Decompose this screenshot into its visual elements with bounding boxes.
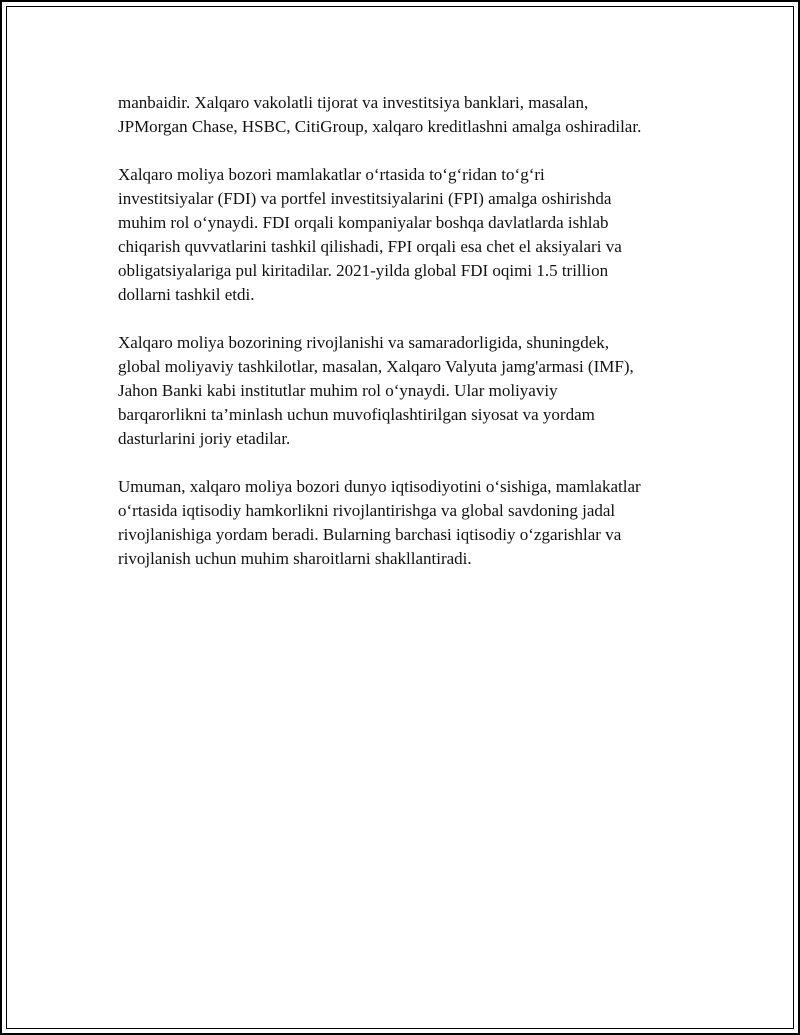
text-line: barqarorlikni ta’minlash uchun muvofiqlashtirilgan siyosat va yordam [118,405,595,424]
paragraph-2 [118,163,698,307]
text-line: o‘rtasida iqtisodiy hamkorlikni rivojlantirishga va global savdoning jadal [118,501,616,520]
text-line: Umuman, xalqaro moliya bozori dunyo iqtisodiyotini o‘sishiga, mamlakatlar [118,477,641,496]
text-line: Jahon Banki kabi institutlar muhim rol o‘ynaydi. Ular moliyaviy [118,381,558,400]
document-body [118,91,698,595]
text-line: muhim rol o‘ynaydi. FDI orqali kompaniyalar boshqa davlatlarda ishlab [118,213,609,232]
text-line: obligatsiyalariga pul kiritadilar. 2021-yilda global FDI oqimi 1.5 trillion [118,261,609,280]
text-line: rivojlanish uchun muhim sharoitlarni shakllantiradi. [118,549,472,568]
text-line: manbaidir. Xalqaro vakolatli tijorat va investitsiya banklari, masalan, [118,93,589,112]
paragraph-4 [118,475,698,571]
text-line: chiqarish quvvatlarini tashkil qilishadi, FPI orqali esa chet el aksiyalari va [118,237,622,256]
text-line: rivojlanishiga yordam beradi. Bularning barchasi iqtisodiy o‘zgarishlar va [118,525,622,544]
text-line: investitsiyalar (FDI) va portfel investitsiyalarini (FPI) amalga oshirishda [118,189,612,208]
paragraph-1 [118,91,698,139]
text-line: dasturlarini joriy etadilar. [118,429,291,448]
text-line: Xalqaro moliya bozorining rivojlanishi va samaradorligida, shuningdek, [118,333,609,352]
text-line: dollarni tashkil etdi. [118,285,255,304]
text-line: JPMorgan Chase, HSBC, CitiGroup, xalqaro kreditlashni amalga oshiradilar. [118,117,642,136]
text-line: Xalqaro moliya bozori mamlakatlar o‘rtasida to‘g‘ridan to‘g‘ri [118,165,545,184]
text-line: global moliyaviy tashkilotlar, masalan, Xalqaro Valyuta jamg'armasi (IMF), [118,357,634,376]
paragraph-3 [118,331,698,451]
